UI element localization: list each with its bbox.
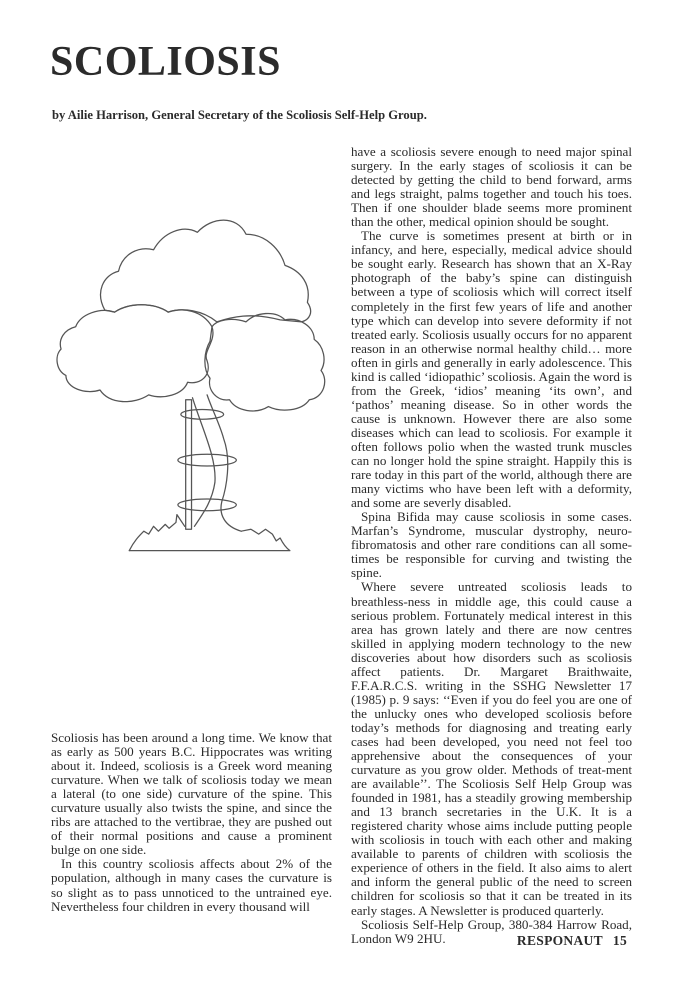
tree-canopy-right bbox=[205, 313, 325, 410]
paragraph: In this country scoliosis affects about 2% of the population, although in many cases the curvature is so slight as to pass unnoticed to the untrained eye. Nevertheless four children in every thousand will bbox=[51, 856, 332, 914]
tree-with-stake-illustration bbox=[45, 205, 340, 575]
page-footer bbox=[517, 933, 627, 949]
page-number: 15 bbox=[612, 933, 627, 948]
paragraph: Scoliosis has been around a long time. We know that as early as 500 years B.C. Hippocrates was writing about it. Indeed, scoliosis is a Greek word meaning curvature. When we talk of scoliosis today we mean a lateral (to one side) curvature of the spine. This curvature usually also twists the spine, and since the ribs are attached to the vertibrae, they are pushed out of their normal positions and cause a prominent bulge on one side. bbox=[51, 730, 332, 858]
stake-tie-1 bbox=[181, 409, 224, 419]
paragraph: Spina Bifida may cause scoliosis in some cases. Marfan’s Syndrome, muscular dystrophy, neuro-fibromatosis and other rare conditions can all some-times be responsible for curving and twisting the spine. bbox=[351, 509, 632, 581]
article-title: SCOLIOSIS bbox=[50, 39, 281, 85]
article-byline: by Ailie Harrison, General Secretary of the Scoliosis Self-Help Group. bbox=[52, 108, 427, 122]
paragraph: The curve is sometimes present at birth or in infancy, and here, especially, medical advice should be sought early. Research has shown that an X-Ray photograph of the baby’s spine can distinguish between a type of scoliosis which will correct itself completely in the first few years of life and another type which can develop into severe deformity if not treated early. Scoliosis usually occurs for no apparent reason in an otherwise normal healthy child… more often in girls and generally in early adolescence. This kind is called ‘idiopathic’ scoliosis. Again the word is from the Greek, ‘idios’ meaning ‘its own’, and ‘pathos’ meaning disease. So in other words the cause is unknown. However there are also some diseases which can lead to scoliosis. For example it often follows polio when the wasted trunk muscles can no longer hold the spine straight. Happily this is rare today in this part of the world, although there are many victims who have been left with a deformity, and some are severly disabled. bbox=[351, 228, 632, 511]
address-paragraph: Scoliosis Self-Help Group, 380-384 Harrow Road, London W9 2HU. bbox=[351, 916, 632, 946]
publication-name: RESPONAUT bbox=[516, 933, 603, 948]
paragraph: have a scoliosis severe enough to need major spinal surgery. In the early stages of scoliosis it can be detected by getting the child to bend forward, arms and legs straight, palms together and touch his toes. Then if one shoulder blade seems more prominent than the other, medical opinion should be sought. bbox=[351, 144, 632, 230]
left-column bbox=[51, 731, 332, 914]
ground-grass bbox=[129, 515, 290, 551]
tree-canopy-left bbox=[57, 305, 213, 402]
paragraph: Where severe untreated scoliosis leads to breathless-ness in middle age, this could cause a serious problem. Fortunately medical interest in this area has grown lately and there are now centres skilled in applying modern technology to the new discoveries about how disorders such as scoliosis affect patients. Dr. Margaret Braithwaite, F.F.A.R.C.S. writing in the SSHG Newsletter 17 (1985) p. 9 says: ‘‘Even if you do feel you are one of the unlucky ones who developed scoliosis before today’s methods for diagnosing and treating early cases had been developed, you need not feel too apprehensive about the consequences of your curvature as you grow older. Methods of treat-ment are available’’. The Scoliosis Self Help Group was founded in 1981, has a steadily growing membership and 13 branch secretaries in the U.K. It is a registered charity whose aims include putting people with scoliosis in touch with each other and making available to parents of children with scoliosis the experience of others in the field. It also aims to alert and inform the general public of the need to screen children for scoliosis so that it can be treated in its early stages. A Newsletter is produced quarterly. bbox=[351, 579, 632, 918]
right-column bbox=[351, 145, 632, 946]
tree-canopy-top bbox=[101, 220, 311, 322]
